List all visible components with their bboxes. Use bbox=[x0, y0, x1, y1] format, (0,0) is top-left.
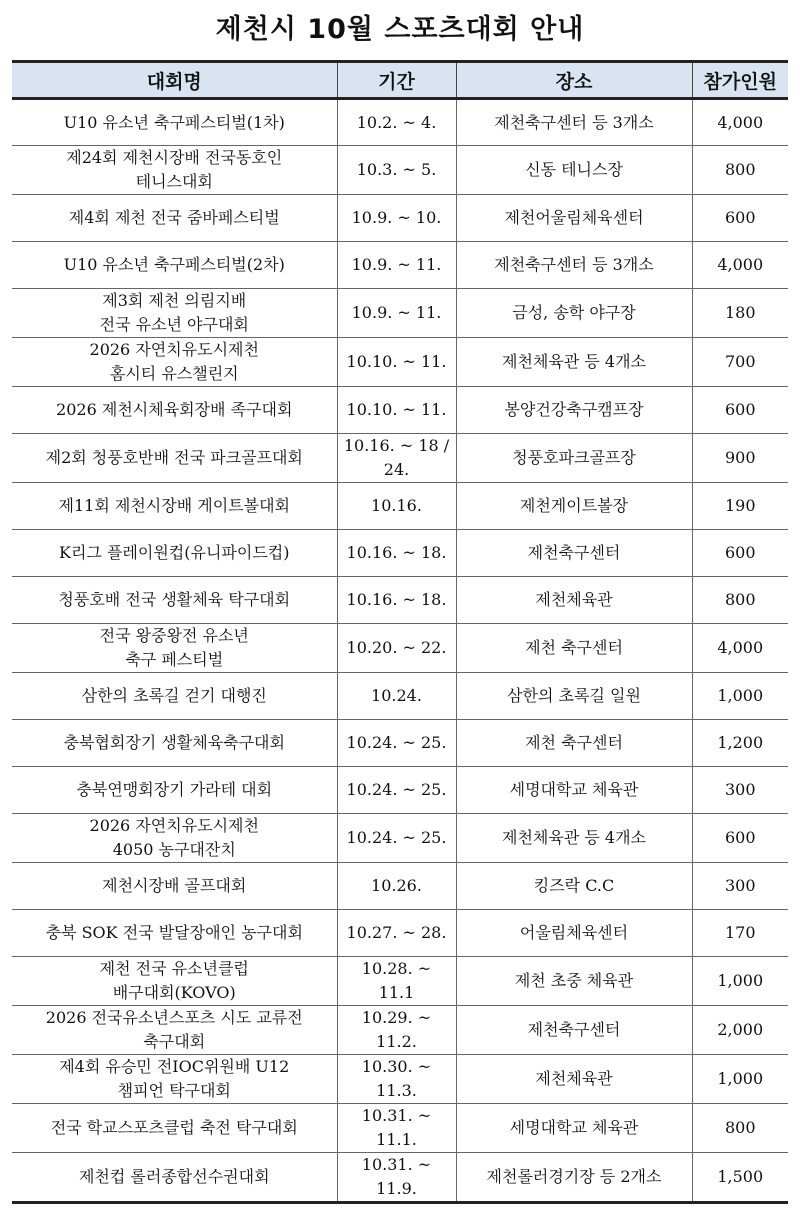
table-row bbox=[12, 146, 788, 195]
event-name-cell: 제천 전국 유소년클럽 배구대회(KOVO) bbox=[12, 957, 337, 1006]
period-cell: 10.28. ~ 11.1 bbox=[337, 957, 456, 1006]
participants-cell: 600 bbox=[692, 387, 788, 434]
table-row bbox=[12, 195, 788, 242]
participants-cell: 1,500 bbox=[692, 1153, 788, 1203]
place-cell: 제천축구센터 bbox=[456, 530, 692, 577]
period-cell: 10.26. bbox=[337, 863, 456, 910]
event-name-cell: 제24회 제천시장배 전국동호인 테니스대회 bbox=[12, 146, 337, 195]
event-name-cell: 2026 전국유소년스포츠 시도 교류전 축구대회 bbox=[12, 1006, 337, 1055]
participants-cell: 600 bbox=[692, 530, 788, 577]
period-cell: 10.9. ~ 10. bbox=[337, 195, 456, 242]
place-cell: 제천게이트볼장 bbox=[456, 483, 692, 530]
place-cell: 신동 테니스장 bbox=[456, 146, 692, 195]
place-cell: 킹즈락 C.C bbox=[456, 863, 692, 910]
header-participants: 참가인원 bbox=[692, 62, 788, 99]
place-cell: 제천 축구센터 bbox=[456, 720, 692, 767]
table-row bbox=[12, 577, 788, 624]
place-cell: 청풍호파크골프장 bbox=[456, 434, 692, 483]
table-row bbox=[12, 957, 788, 1006]
event-name-cell: K리그 플레이원컵(유니파이드컵) bbox=[12, 530, 337, 577]
table-row bbox=[12, 1104, 788, 1153]
period-cell: 10.24. bbox=[337, 673, 456, 720]
period-cell: 10.16. ~ 18. bbox=[337, 530, 456, 577]
page-title: 제천시 10월 스포츠대회 안내 bbox=[215, 14, 585, 45]
table-row bbox=[12, 1153, 788, 1203]
place-cell: 제천체육관 등 4개소 bbox=[456, 338, 692, 387]
event-name-cell: 충북 SOK 전국 발달장애인 농구대회 bbox=[12, 910, 337, 957]
participants-cell: 900 bbox=[692, 434, 788, 483]
table-row bbox=[12, 673, 788, 720]
participants-cell: 800 bbox=[692, 146, 788, 195]
table-row bbox=[12, 624, 788, 673]
participants-cell: 1,000 bbox=[692, 673, 788, 720]
event-name-cell: U10 유소년 축구페스티벌(1차) bbox=[12, 99, 337, 146]
table-row bbox=[12, 814, 788, 863]
period-cell: 10.10. ~ 11. bbox=[337, 338, 456, 387]
table-row bbox=[12, 483, 788, 530]
table-row bbox=[12, 434, 788, 483]
event-name-cell: 제11회 제천시장배 게이트볼대회 bbox=[12, 483, 337, 530]
event-name-cell: 제4회 유승민 전IOC위원배 U12 챔피언 탁구대회 bbox=[12, 1055, 337, 1104]
event-name-cell: 청풍호배 전국 생활체육 탁구대회 bbox=[12, 577, 337, 624]
period-cell: 10.3. ~ 5. bbox=[337, 146, 456, 195]
participants-cell: 1,200 bbox=[692, 720, 788, 767]
place-cell: 세명대학교 체육관 bbox=[456, 1104, 692, 1153]
event-name-cell: U10 유소년 축구페스티벌(2차) bbox=[12, 242, 337, 289]
place-cell: 제천체육관 bbox=[456, 577, 692, 624]
participants-cell: 300 bbox=[692, 767, 788, 814]
period-cell: 10.27. ~ 28. bbox=[337, 910, 456, 957]
place-cell: 어울림체육센터 bbox=[456, 910, 692, 957]
period-cell: 10.31. ~ 11.1. bbox=[337, 1104, 456, 1153]
event-name-cell: 전국 왕중왕전 유소년 축구 페스티벌 bbox=[12, 624, 337, 673]
period-cell: 10.16. ~ 18 / 24. bbox=[337, 434, 456, 483]
table-row bbox=[12, 387, 788, 434]
participants-cell: 800 bbox=[692, 577, 788, 624]
header-event-name: 대회명 bbox=[12, 62, 337, 99]
participants-cell: 1,000 bbox=[692, 957, 788, 1006]
table-row bbox=[12, 99, 788, 146]
event-name-cell: 제천컵 롤러종합선수권대회 bbox=[12, 1153, 337, 1203]
participants-cell: 600 bbox=[692, 814, 788, 863]
event-name-cell: 충북협회장기 생활체육축구대회 bbox=[12, 720, 337, 767]
period-cell: 10.30. ~ 11.3. bbox=[337, 1055, 456, 1104]
place-cell: 제천축구센터 등 3개소 bbox=[456, 99, 692, 146]
table-header-row bbox=[12, 62, 788, 99]
event-name-cell: 제2회 청풍호반배 전국 파크골프대회 bbox=[12, 434, 337, 483]
participants-cell: 800 bbox=[692, 1104, 788, 1153]
table-row bbox=[12, 863, 788, 910]
period-cell: 10.16. bbox=[337, 483, 456, 530]
participants-cell: 4,000 bbox=[692, 624, 788, 673]
period-cell: 10.20. ~ 22. bbox=[337, 624, 456, 673]
place-cell: 제천체육관 등 4개소 bbox=[456, 814, 692, 863]
table-row bbox=[12, 338, 788, 387]
table-row bbox=[12, 720, 788, 767]
participants-cell: 300 bbox=[692, 863, 788, 910]
place-cell: 제천체육관 bbox=[456, 1055, 692, 1104]
place-cell: 제천어울림체육센터 bbox=[456, 195, 692, 242]
event-name-cell: 삼한의 초록길 걷기 대행진 bbox=[12, 673, 337, 720]
place-cell: 제천축구센터 등 3개소 bbox=[456, 242, 692, 289]
participants-cell: 600 bbox=[692, 195, 788, 242]
table-row bbox=[12, 242, 788, 289]
place-cell: 금성, 송학 야구장 bbox=[456, 289, 692, 338]
period-cell: 10.9. ~ 11. bbox=[337, 242, 456, 289]
table-row bbox=[12, 1055, 788, 1104]
place-cell: 제천축구센터 bbox=[456, 1006, 692, 1055]
period-cell: 10.31. ~ 11.9. bbox=[337, 1153, 456, 1203]
header-period: 기간 bbox=[337, 62, 456, 99]
table-row bbox=[12, 767, 788, 814]
table-row bbox=[12, 910, 788, 957]
place-cell: 제천 축구센터 bbox=[456, 624, 692, 673]
participants-cell: 4,000 bbox=[692, 99, 788, 146]
period-cell: 10.24. ~ 25. bbox=[337, 767, 456, 814]
participants-cell: 190 bbox=[692, 483, 788, 530]
period-cell: 10.16. ~ 18. bbox=[337, 577, 456, 624]
participants-cell: 180 bbox=[692, 289, 788, 338]
table-row bbox=[12, 1006, 788, 1055]
event-name-cell: 제3회 제천 의림지배 전국 유소년 야구대회 bbox=[12, 289, 337, 338]
participants-cell: 1,000 bbox=[692, 1055, 788, 1104]
events-table bbox=[12, 60, 788, 1204]
period-cell: 10.24. ~ 25. bbox=[337, 720, 456, 767]
event-name-cell: 2026 자연치유도시제천 4050 농구대잔치 bbox=[12, 814, 337, 863]
participants-cell: 2,000 bbox=[692, 1006, 788, 1055]
event-name-cell: 제4회 제천 전국 줌바페스티벌 bbox=[12, 195, 337, 242]
place-cell: 제천 초중 체육관 bbox=[456, 957, 692, 1006]
period-cell: 10.24. ~ 25. bbox=[337, 814, 456, 863]
event-name-cell: 2026 제천시체육회장배 족구대회 bbox=[12, 387, 337, 434]
period-cell: 10.29. ~ 11.2. bbox=[337, 1006, 456, 1055]
period-cell: 10.9. ~ 11. bbox=[337, 289, 456, 338]
place-cell: 봉양건강축구캠프장 bbox=[456, 387, 692, 434]
period-cell: 10.10. ~ 11. bbox=[337, 387, 456, 434]
event-name-cell: 충북연맹회장기 가라테 대회 bbox=[12, 767, 337, 814]
table-row bbox=[12, 530, 788, 577]
place-cell: 제천롤러경기장 등 2개소 bbox=[456, 1153, 692, 1203]
period-cell: 10.2. ~ 4. bbox=[337, 99, 456, 146]
participants-cell: 170 bbox=[692, 910, 788, 957]
event-name-cell: 2026 자연치유도시제천 홈시티 유스챌린지 bbox=[12, 338, 337, 387]
participants-cell: 4,000 bbox=[692, 242, 788, 289]
header-place: 장소 bbox=[456, 62, 692, 99]
place-cell: 삼한의 초록길 일원 bbox=[456, 673, 692, 720]
table-row bbox=[12, 289, 788, 338]
place-cell: 세명대학교 체육관 bbox=[456, 767, 692, 814]
event-name-cell: 전국 학교스포츠클럽 축전 탁구대회 bbox=[12, 1104, 337, 1153]
participants-cell: 700 bbox=[692, 338, 788, 387]
event-name-cell: 제천시장배 골프대회 bbox=[12, 863, 337, 910]
